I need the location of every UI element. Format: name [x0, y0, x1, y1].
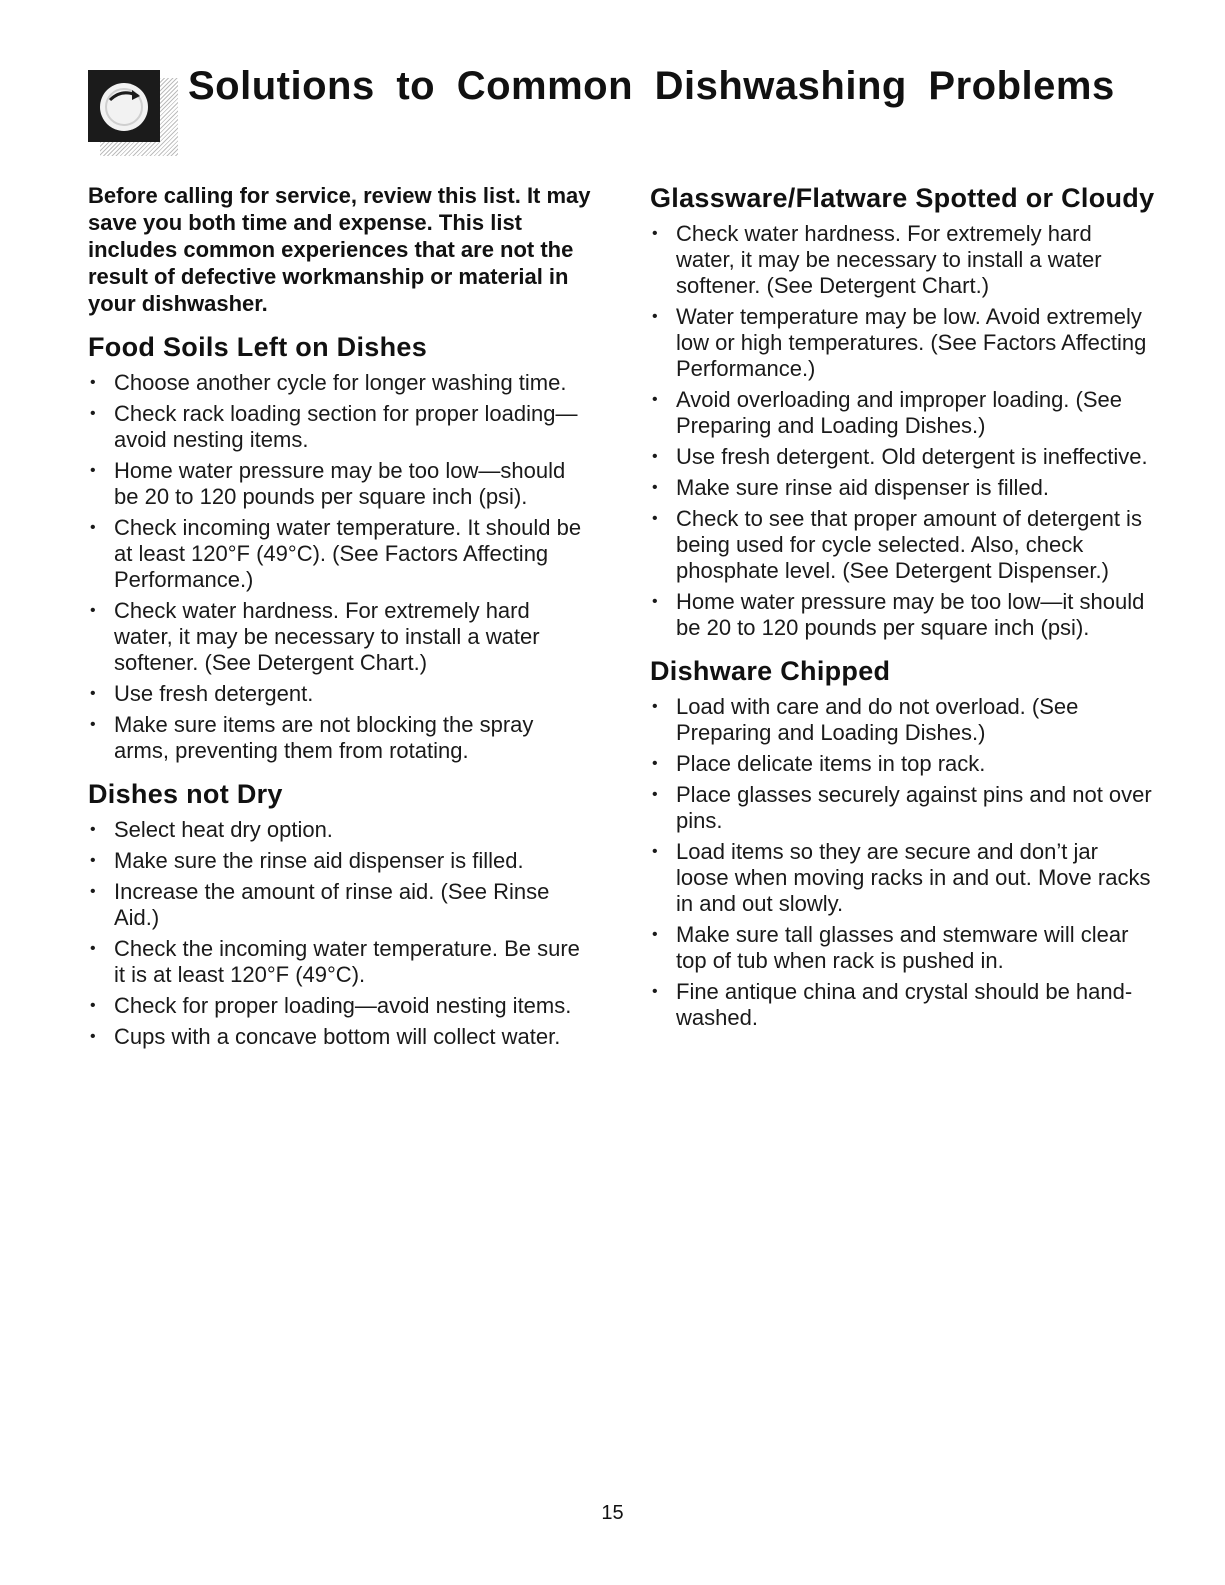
bullet-list: [650, 221, 1155, 641]
list-item: • Load with care and do not overload. (See Preparing and Loading Dishes.): [652, 694, 1079, 745]
list-item: • Load items so they are secure and don’t jar loose when moving racks in and out. Move racks in and out slowly.: [652, 839, 1151, 916]
list-item: • Make sure tall glasses and stemware will clear top of tub when rack is pushed in.: [652, 922, 1129, 973]
list-item: • Check incoming water temperature. It should be at least 120°F (49°C). (See Factors Affecting Performance.): [90, 515, 582, 592]
bullet-icon: •: [652, 308, 658, 325]
list-item: • Make sure items are not blocking the spray arms, preventing them from rotating.: [90, 712, 534, 763]
bullet-icon: •: [90, 940, 96, 957]
bullet-icon: •: [652, 983, 658, 1000]
bullet-icon: •: [652, 448, 658, 465]
list-item: • Check water hardness. For extremely hard water, it may be necessary to install a water softener. (See Detergent Chart.): [90, 598, 540, 675]
bullet-icon: •: [90, 716, 96, 733]
list-item: • Place glasses securely against pins and not over pins.: [652, 782, 1152, 833]
bullet-list: [88, 370, 593, 764]
list-item: • Use fresh detergent.: [90, 681, 314, 706]
bullet-icon: •: [652, 479, 658, 496]
dishes-not-dry-section: [88, 778, 593, 1050]
bullet-icon: •: [652, 843, 658, 860]
page-number: 15: [601, 1502, 624, 1524]
bullet-icon: •: [652, 225, 658, 242]
bullet-icon: •: [90, 462, 96, 479]
bullet-icon: •: [90, 821, 96, 838]
list-item: • Make sure the rinse aid dispenser is filled.: [90, 848, 524, 873]
list-item: • Home water pressure may be too low—should be 20 to 120 pounds per square inch (psi).: [90, 458, 566, 509]
list-item: • Cups with a concave bottom will collect water.: [90, 1024, 561, 1049]
bullet-list: [650, 694, 1155, 1031]
list-item: • Use fresh detergent. Old detergent is ineffective.: [652, 444, 1148, 469]
bullet-icon: •: [90, 405, 96, 422]
list-item: • Increase the amount of rinse aid. (See Rinse Aid.): [90, 879, 550, 930]
list-item: • Place delicate items in top rack.: [652, 751, 986, 776]
list-item: • Choose another cycle for longer washing time.: [90, 370, 567, 395]
bullet-icon: •: [652, 755, 658, 772]
list-item: • Check rack loading section for proper loading—avoid nesting items.: [90, 401, 578, 452]
glassware-spotted-section: [650, 182, 1155, 641]
list-item: • Fine antique china and crystal should be hand-washed.: [652, 979, 1133, 1030]
page-header: [80, 58, 1160, 168]
bullet-icon: •: [90, 883, 96, 900]
section-heading: Food Soils Left on Dishes: [88, 332, 428, 362]
bullet-icon: •: [652, 698, 658, 715]
list-item: • Check water hardness. For extremely hard water, it may be necessary to install a water softener. (See Detergent Chart.): [652, 221, 1102, 298]
list-item: • Avoid overloading and improper loading. (See Preparing and Loading Dishes.): [652, 387, 1122, 438]
list-item: • Check the incoming water temperature. Be sure it is at least 120°F (49°C).: [90, 936, 580, 987]
bullet-icon: •: [90, 852, 96, 869]
bullet-icon: •: [652, 593, 658, 610]
list-item: • Make sure rinse aid dispenser is filled.: [652, 475, 1049, 500]
section-heading: Dishware Chipped: [650, 656, 891, 686]
dishwasher-logo-icon: [88, 70, 158, 140]
dishware-chipped-section: [650, 655, 1155, 1031]
page-title: Solutions to Common Dishwashing Problems: [188, 64, 1115, 108]
bullet-icon: •: [652, 926, 658, 943]
list-item: • Check to see that proper amount of detergent is being used for cycle selected. Also, check phosphate level. (See Detergent Dispenser.): [652, 506, 1142, 583]
section-heading: Dishes not Dry: [88, 779, 283, 809]
bullet-icon: •: [90, 685, 96, 702]
bullet-icon: •: [652, 786, 658, 803]
bullet-icon: •: [90, 602, 96, 619]
bullet-icon: •: [90, 1028, 96, 1045]
intro-text: Before calling for service, review this list. It may save you both time and expense. This list includes common experiences that are not the result of defective workmanship or material in your dishwasher.: [88, 183, 591, 316]
bullet-icon: •: [90, 997, 96, 1014]
list-item: • Water temperature may be low. Avoid extremely low or high temperatures. (See Factors Affecting Performance.): [652, 304, 1147, 381]
section-heading: Glassware/Flatware Spotted or Cloudy: [650, 183, 1155, 213]
left-column: [88, 182, 593, 1064]
bullet-icon: •: [90, 519, 96, 536]
food-soils-section: [88, 331, 593, 764]
bullet-icon: •: [652, 510, 658, 527]
bullet-list: [88, 817, 593, 1050]
bullet-icon: •: [90, 374, 96, 391]
right-column: [650, 182, 1155, 1045]
list-item: • Home water pressure may be too low—it should be 20 to 120 pounds per square inch (psi).: [652, 589, 1145, 640]
bullet-icon: •: [652, 391, 658, 408]
list-item: • Select heat dry option.: [90, 817, 333, 842]
list-item: • Check for proper loading—avoid nesting items.: [90, 993, 572, 1018]
